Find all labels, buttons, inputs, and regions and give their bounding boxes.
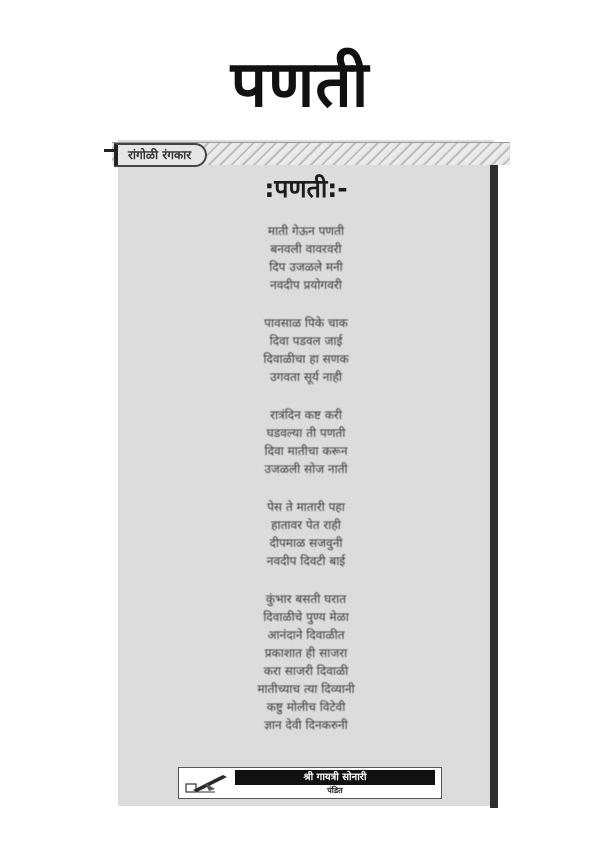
poem-body <box>118 222 494 754</box>
poem-line: मातीच्याच त्या दिव्यानी <box>257 682 355 696</box>
stanza <box>118 406 494 478</box>
poem-line: दिवाळीचे पुण्य मेळा <box>263 610 349 624</box>
poem-line: दिप उजळले मनी <box>269 260 343 274</box>
poem-line: पेस ते मातारी पहा <box>267 500 345 514</box>
poem-line: उजळली सोज नाती <box>264 462 348 476</box>
stanza <box>118 590 494 734</box>
poem-line: कष्टु मोलीच विटेवी <box>266 700 346 714</box>
poem-line: रात्रंदिन कष्ट करी <box>270 408 342 422</box>
author-name: श्री गायत्री सोनारी <box>235 770 435 785</box>
author-place: पंडित <box>327 786 343 795</box>
page-title: पणती <box>230 48 370 122</box>
poem-line: करा साजरी दिवाळी <box>263 664 349 678</box>
poem-line: आनंदाने दिवाळीत <box>267 628 345 642</box>
poem-line: नवदीप दिवटी बाई <box>266 554 346 568</box>
poem-line: प्रकाशात ही साजरा <box>264 646 348 660</box>
poem-line: दिवा पडवल जाई <box>269 334 343 348</box>
poem-line: दिवाळीचा हा सणक <box>263 352 349 366</box>
stanza <box>118 314 494 386</box>
poem-line: दीपमाळ सजवुनी <box>269 536 343 550</box>
poem-line: माती गेऊन पणती <box>267 224 345 238</box>
stanza <box>118 498 494 570</box>
poem-line: बनवली वावरवरी <box>270 242 342 256</box>
poem-line: नवदीप प्रयोगवरी <box>270 278 342 292</box>
poem-line: दिवा मातीचा करून <box>264 444 348 458</box>
column-label: रांगोळी रंगकार <box>114 143 207 167</box>
poem-line: ज्ञान देवी दिनकरुनी <box>264 718 348 732</box>
author-byline <box>178 767 442 799</box>
poem-line: हातावर पेत राही <box>271 518 341 532</box>
poem-line: कुंभार बसती घरात <box>265 592 347 606</box>
quill-pen-icon <box>185 771 231 795</box>
poem-line: घडवल्या ती पणती <box>266 426 346 440</box>
poem-line: उगवता सूर्य नाही <box>270 370 342 384</box>
poem-title: :पणती:- <box>264 174 348 203</box>
stanza <box>118 222 494 294</box>
poem-line: पावसाळ पिके चाक <box>264 316 348 330</box>
